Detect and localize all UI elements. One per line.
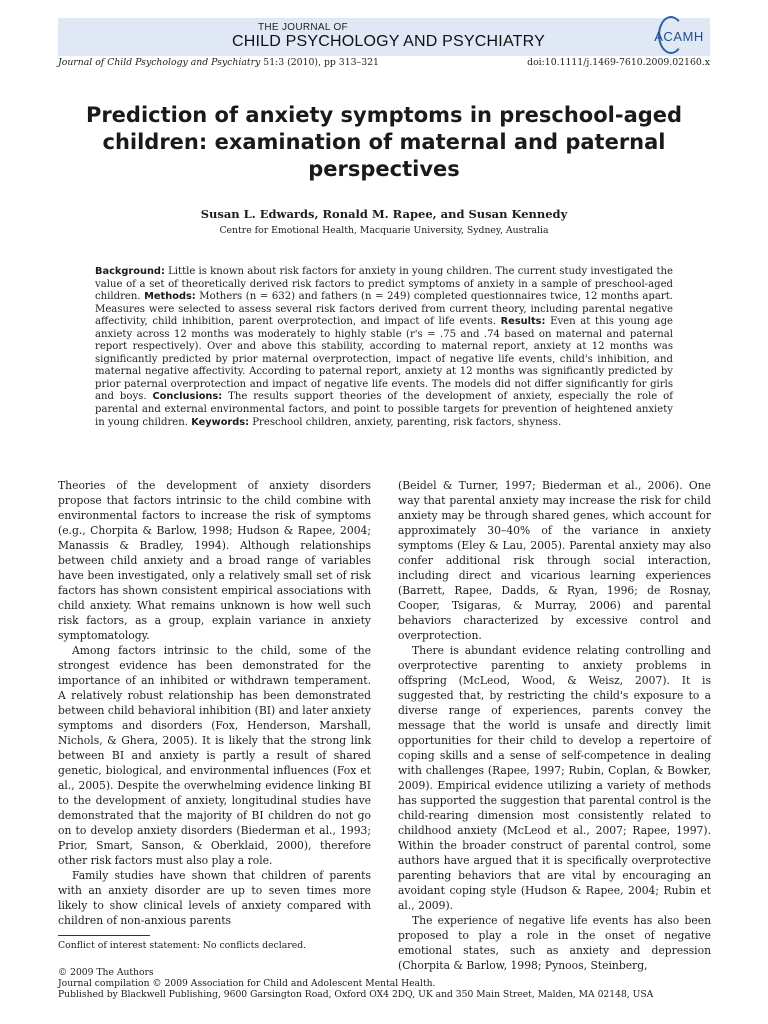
abstract-background-text: Little is known about risk factors for anxiety in young children. The current study investigated the value of a set of theoretically derived risk factors to predict symptoms of anxiety in a sample of preschool-aged children. bbox=[95, 266, 673, 303]
affiliation: Centre for Emotional Health, Macquarie University, Sydney, Australia bbox=[219, 225, 549, 236]
footnote-rule bbox=[58, 935, 150, 936]
journal-name: CHILD PSYCHOLOGY AND PSYCHIATRY bbox=[232, 33, 545, 50]
abstract-results-label: Results: bbox=[500, 316, 546, 328]
abstract-methods-text: Mothers (n = 632) and fathers (n = 249) completed questionnaires twice, 12 months apart. Measures were selected to assess several risk factors derived from current theory, including parental negative affectivity, child inhibition, parent overprotection, and impact of life events. bbox=[95, 291, 673, 328]
abstract-background-label: Background: bbox=[95, 266, 165, 277]
doi: doi:10.1111/j.1469-7610.2009.02160.x bbox=[527, 57, 710, 68]
acamh-logo bbox=[648, 18, 710, 56]
footer-line-authors: © 2009 The Authors bbox=[58, 967, 154, 978]
abstract-results-text: Even at this young age anxiety across 12 months was moderately to highly stable (r's = .75 and .74 based on maternal and paternal report respectively). Over and above this stability, according to maternal report, anxiety at 12 months was significantly predicted by prior maternal overprotection, impact of negative life events, child's inhibition, and maternal negative affectivity. According to paternal report, anxiety at 12 months was significantly predicted by prior paternal overprotection and impact of negative life events. The models did not differ significantly for girls and boys. bbox=[95, 316, 673, 403]
article-title: Prediction of anxiety symptoms in preschool-aged children: examination of maternal and paternal perspectives bbox=[85, 103, 683, 181]
body-paragraph: There is abundant evidence relating controlling and overprotective parenting to anxiety problems in offspring (McLeod, Wood, & Weisz, 2007). It is suggested that, by restricting the child's exposure to a diverse range of experiences, parents convey the message that the world is unsafe and directly limit opportunities for their child to develop a repertoire of coping skills and a sense of self-competence in dealing with challenges (Rapee, 1997; Rubin, Coplan, & Bowker, 2009). Empirical evidence utilizing a variety of methods has supported the suggestion that parental control is the child-rearing dimension most consistently related to childhood anxiety (McLeod et al., 2007; Rapee, 1997). Within the broader construct of parental control, some authors have argued that it is specifically overprotective parenting behaviors that are vital by encouraging an avoidant coping style (Hudson & Rapee, 2004; Rubin et al., 2009). bbox=[398, 644, 711, 912]
body-left-column bbox=[58, 478, 371, 928]
body-paragraph: Among factors intrinsic to the child, some of the strongest evidence has been demonstrated for the importance of an inhibited or withdrawn temperament. A relatively robust relationship has been demonstrated between child behavioral inhibition (BI) and later anxiety symptoms and disorders (Fox, Henderson, Marshall, Nichols, & Ghera, 2005). It is likely that the strong link between BI and anxiety is partly a result of shared genetic, biological, and environmental influences (Fox et al., 2005). Despite the overwhelming evidence linking BI to the development of anxiety, longitudinal studies have demonstrated that the majority of BI children do not go on to develop anxiety disorders (Biederman et al., 1993; Prior, Smart, Sanson, & Oberklaid, 2000), therefore other risk factors must also play a role. bbox=[58, 644, 371, 867]
footer-line-compilation: Journal compilation © 2009 Association for Child and Adolescent Mental Health. bbox=[58, 978, 436, 989]
abstract-conclusions-label: Conclusions: bbox=[152, 391, 223, 403]
abstract-conclusions-text: The results support theories of the development of anxiety, especially the role of parental and external environmental factors, and point to possible targets for prevention of heightened anxiety in young children. bbox=[95, 391, 673, 428]
body-paragraph: (Beidel & Turner, 1997; Biederman et al., 2006). One way that parental anxiety may increase the risk for child anxiety may be through shared genes, which account for approximately 30–40% of the variance in anxiety symptoms (Eley & Lau, 2005). Parental anxiety may also confer additional risk through social interaction, including direct and vicarious learning experiences (Barrett, Rapee, Dadds, & Ryan, 1996; de Rosnay, Cooper, Tsigaras, & Murray, 2006) and parental behaviors characterized by excessive control and overprotection. bbox=[398, 479, 711, 642]
authors: Susan L. Edwards, Ronald M. Rapee, and Susan Kennedy bbox=[200, 207, 568, 221]
body-right-column bbox=[398, 478, 711, 973]
body-paragraph: Family studies have shown that children of parents with an anxiety disorder are up to seven times more likely to show clinical levels of anxiety compared with children of non-anxious parents bbox=[58, 869, 371, 927]
logo-text: ACAMH bbox=[654, 29, 704, 44]
footer-line-publisher: Published by Blackwell Publishing, 9600 Garsington Road, Oxford OX4 2DQ, UK and 350 Main Street, Malden, MA 02148, USA bbox=[58, 989, 654, 1000]
abstract-keywords-text: Preschool children, anxiety, parenting, risk factors, shyness. bbox=[249, 416, 562, 428]
copyright-footer bbox=[58, 967, 718, 1000]
body-paragraph: The experience of negative life events has also been proposed to play a role in the onset of negative emotional states, such as anxiety and depression (Chorpita & Barlow, 1998; Pynoos, Steinberg, bbox=[398, 914, 711, 972]
journal-the: THE JOURNAL OF bbox=[258, 22, 348, 33]
body-paragraph: Theories of the development of anxiety disorders propose that factors intrinsic to the child combine with environmental factors to increase the risk of symptoms (e.g., Chorpita & Barlow, 1998; Hudson & Rapee, 2004; Manassis & Bradley, 1994). Although relationships between child anxiety and a broad range of variables have been investigated, only a relatively small set of risk factors has shown consistent empirical associations with child anxiety. What remains unknown is how well such risk factors, as a group, explain variance in anxiety symptomatology. bbox=[58, 479, 371, 642]
abstract-keywords-label: Keywords: bbox=[191, 416, 250, 428]
conflict-footnote: Conflict of interest statement: No conflicts declared. bbox=[58, 940, 307, 951]
citation-journal-name: Journal of Child Psychology and Psychiatry bbox=[58, 57, 261, 68]
abstract-methods-label: Methods: bbox=[144, 291, 196, 303]
citation-volume: 51:3 (2010), pp 313–321 bbox=[260, 57, 379, 68]
citation-journal bbox=[58, 57, 379, 68]
abstract bbox=[95, 266, 673, 429]
